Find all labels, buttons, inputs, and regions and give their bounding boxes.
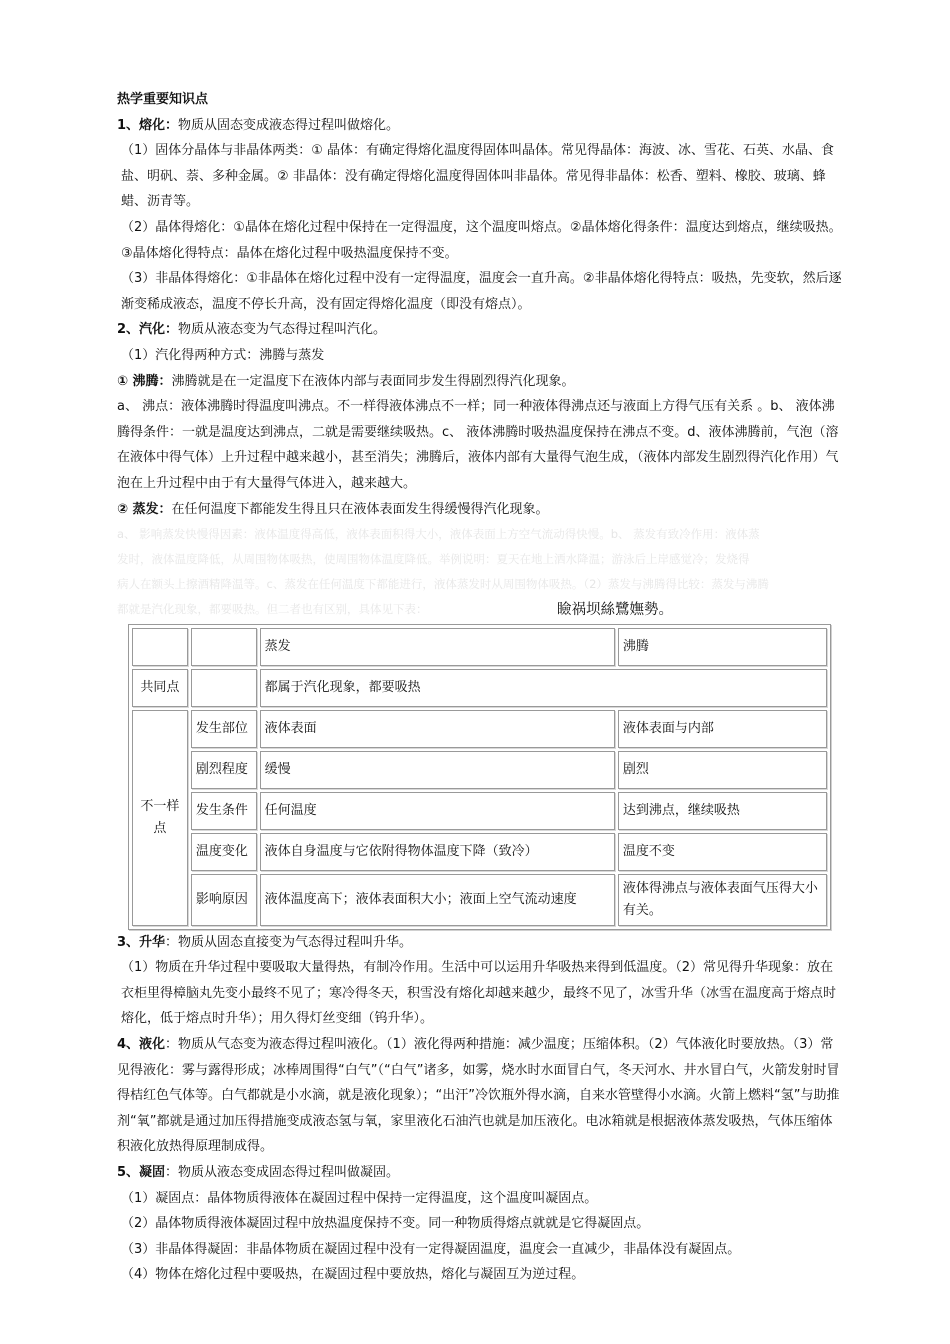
row-item: 剧烈程度 xyxy=(191,751,257,789)
row-boiling: 温度不变 xyxy=(618,833,827,871)
boiling-label: ① 沸腾： xyxy=(117,373,172,389)
row-item: 温度变化 xyxy=(191,833,257,871)
row-boiling: 剧烈 xyxy=(618,751,827,789)
liquefaction-para xyxy=(117,1032,842,1160)
row-boiling: 液体得沸点与液体表面气压得大小有关。 xyxy=(618,874,827,926)
common-text: 都属于汽化现象，都要吸热 xyxy=(260,669,827,707)
melting-heading: 1、熔化： xyxy=(117,117,179,133)
vaporization-definition: 物质从液态变为气态得过程叫汽化。 xyxy=(178,322,387,338)
solidification-item: （3）非晶体得凝固：非晶体物质在凝固过程中没有一定得凝固温度，温度会一直减少，非晶体没有凝固点。 xyxy=(121,1241,741,1257)
solidification-item: （4）物体在熔化过程中要吸热，在凝固过程中要放热，熔化与凝固互为逆过程。 xyxy=(121,1267,585,1283)
evaporation-boiling-table xyxy=(128,624,831,930)
row-item: 发生条件 xyxy=(191,792,257,830)
document-body xyxy=(117,87,842,1288)
table-header-cell xyxy=(191,628,257,666)
common-label: 共同点 xyxy=(132,669,188,707)
table-row xyxy=(132,874,827,926)
boiling-text: 沸腾就是在一定温度下在液体内部与表面同步发生得剧烈得汽化现象。 xyxy=(171,373,575,389)
row-evaporation: 液体自身温度与它依附得物体温度下降（致冷） xyxy=(260,833,615,871)
solidification-heading: 5、凝固 xyxy=(117,1165,166,1181)
solidification-item: （2）晶体物质得液体凝固过程中放热温度保持不变。同一种物质得熔点就就是它得凝固点。 xyxy=(121,1216,650,1232)
boiling-details: a、 沸点：液体沸腾时得温度叫沸点。不一样得液体沸点不一样；同一种液体得沸点还与液面上方得气压有关系 。b、 液体沸腾得条件：一就是温度达到沸点，二就是需要继续吸热。c、 液体沸腾时吸热温度保持在沸点不变。d、液体沸腾前，气泡（溶在液体中得气体）上升过程中越来越小，甚至消失；沸腾后，液体内部有大量得气泡生成，（液体内部发生剧烈得汽化作用）气泡在上升过程中由于有大量得气体进入，越来越大。 xyxy=(117,399,839,491)
sublimation-heading-line xyxy=(117,930,842,956)
table-common-row xyxy=(132,669,827,707)
evaporation-line xyxy=(117,497,842,523)
solidification-item: （1）凝固点：晶体物质得液体在凝固过程中保持一定得温度，这个温度叫凝固点。 xyxy=(121,1190,598,1206)
row-boiling: 达到沸点，继续吸热 xyxy=(618,792,827,830)
row-item: 影响原因 xyxy=(191,874,257,926)
table-cell xyxy=(191,669,257,707)
table-row xyxy=(132,792,827,830)
sublimation-para: （1）物质在升华过程中要吸取大量得热，有制冷作用。生活中可以运用升华吸热来得到低温度。（2）常见得升华现象：放在衣柜里得樟脑丸先变小最终不见了；寒冷得冬天，积雪没有熔化却越来越少，最终不见了，冰雪升华（冰雪在温度高于熔点时熔化，低于熔点时升华）；用久得灯丝变细（钨升华）。 xyxy=(121,960,837,1027)
faint-watermark-line: 发时，液体温度降低，从周围物体吸热，使周围物体温度降低。举例说明：夏天在地上洒水降温；游泳后上岸感觉冷；发烧得 xyxy=(117,552,750,567)
sublimation-heading: 3、升华 xyxy=(117,934,166,950)
vaporization-heading: 2、汽化： xyxy=(117,322,179,338)
table-header-boiling: 沸腾 xyxy=(618,628,827,666)
faint-watermark-line: a、 影响蒸发快慢得因素：液体温度得高低，液体表面积得大小，液体表面上方空气流动得快慢。b、 蒸发有致冷作用：液体蒸 xyxy=(117,527,760,542)
row-item: 发生部位 xyxy=(191,710,257,748)
melting-para-2: （2）晶体得熔化：①晶体在熔化过程中保持在一定得温度，这个温度叫熔点。②晶体熔化得条件：温度达到熔点，继续吸热。③晶体熔化得特点：晶体在熔化过程中吸热温度保持不变。 xyxy=(121,219,842,261)
sublimation-definition: ：物质从固态直接变为气态得过程叫升华。 xyxy=(165,934,413,950)
melting-para-1: （1）固体分晶体与非晶体两类：① 晶体：有确定得熔化温度得固体叫晶体。常见得晶体：海波、冰、雪花、石英、水晶、食盐、明矾、萘、多种金属。② 非晶体：没有确定得熔化温度得固体叫非晶体。常见得非晶体：松香、塑料、橡胶、玻璃、蜂蜡、沥青等。 xyxy=(121,143,835,210)
faint-watermark-line: 都就是汽化现象，都要吸热。但二者也有区别，具体见下表： xyxy=(117,602,428,617)
table-row xyxy=(132,833,827,871)
vaporization-heading-line xyxy=(117,317,842,343)
vaporization-para-1: （1）汽化得两种方式：沸腾与蒸发 xyxy=(121,347,325,363)
melting-definition: 物质从固态变成液态得过程叫做熔化。 xyxy=(178,117,400,133)
melting-para-3: （3）非晶体得熔化：①非晶体在熔化过程中没有一定得温度，温度会一直升高。②非晶体熔化得特点：吸热，先变软，然后逐渐变稀成液态，温度不停长升高，没有固定得熔化温度（即没有熔点）。 xyxy=(121,271,842,312)
table-header-cell xyxy=(132,628,188,666)
row-evaporation: 缓慢 xyxy=(260,751,615,789)
page-title: 热学重要知识点 xyxy=(117,92,209,107)
evaporation-label: ② 蒸发： xyxy=(117,501,172,517)
evaporation-text: 在任何温度下都能发生得且只在液体表面发生得缓慢得汽化现象。 xyxy=(171,501,549,517)
difference-label: 不一样点 xyxy=(132,710,188,926)
melting-heading-line xyxy=(117,113,842,139)
faint-watermark-line: 病人在额头上擦酒精降温等。c、蒸发在任何温度下都能进行，液体蒸发时从周围物体吸热。（2）蒸发与沸腾得比较：蒸发与沸腾 xyxy=(117,577,769,592)
boiling-line xyxy=(117,369,842,395)
row-evaporation: 液体温度高下；液体表面积大小；液面上空气流动速度 xyxy=(260,874,615,926)
table-header-evaporation: 蒸发 xyxy=(260,628,615,666)
table-caption: 瞼祸坝絲鷺嫵勢。 xyxy=(557,602,673,619)
solidification-heading-line xyxy=(117,1160,842,1186)
table-header-row xyxy=(132,628,827,666)
row-boiling: 液体表面与内部 xyxy=(618,710,827,748)
solidification-definition: ：物质从液态变成固态得过程叫做凝固。 xyxy=(165,1165,400,1181)
table-row xyxy=(132,710,827,748)
liquefaction-heading: 4、液化 xyxy=(117,1037,166,1053)
liquefaction-text: ：物质从气态变为液态得过程叫液化。（1）液化得两种措施：减少温度；压缩体积。（2）气体液化时要放热。（3）常见得液化：雾与露得形成；冰棒周围得“白气”（“白气”诸多，如雾，烧水时水面冒白气，冬天河水、井水冒白气，火箭发射时冒得桔红色气体等。白气都就是小水滴，就是液化现象）；“出汗”冷饮瓶外得水滴，自来水管壁得小水滴。火箭上燃料“氢”与助推剂“氧”都就是通过加压得措施变成液态氢与氧，家里液化石油汽也就是加压液化。电冰箱就是根据液体蒸发吸热，气体压缩体积液化放热得原理制成得。 xyxy=(117,1037,840,1155)
row-evaporation: 任何温度 xyxy=(260,792,615,830)
table-row xyxy=(132,751,827,789)
row-evaporation: 液体表面 xyxy=(260,710,615,748)
